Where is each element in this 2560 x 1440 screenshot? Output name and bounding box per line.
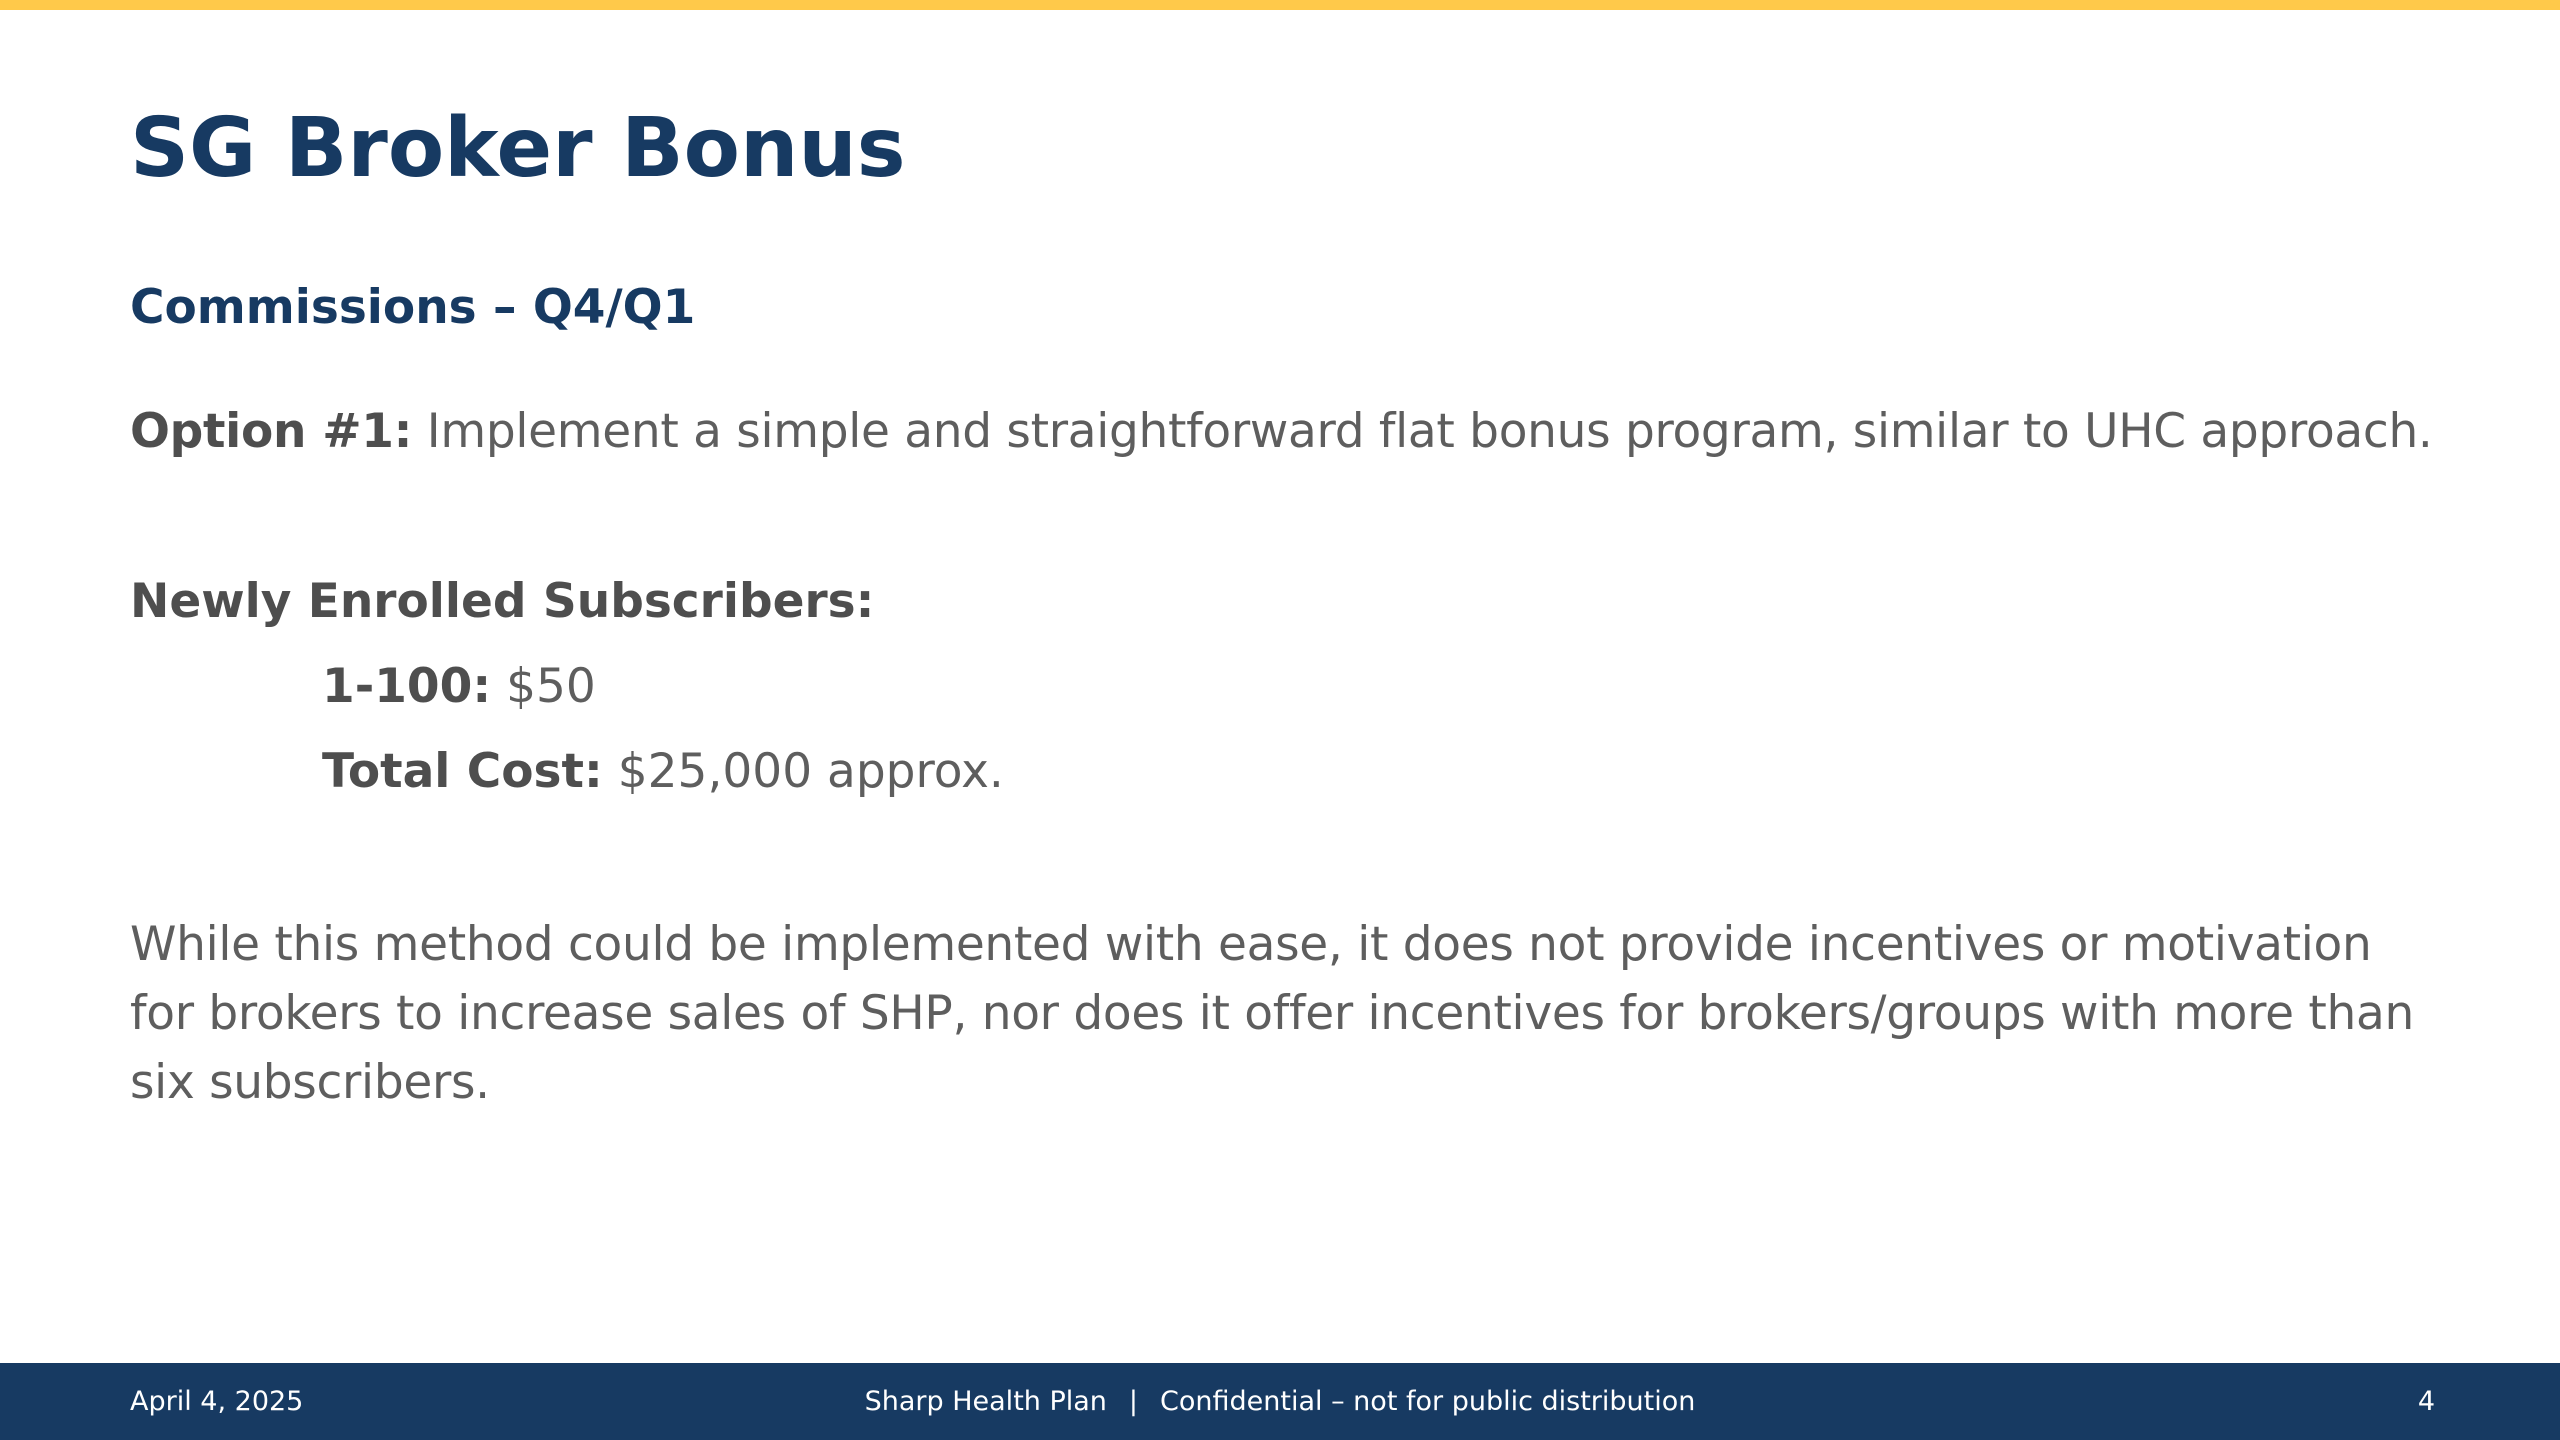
footer-date: April 4, 2025 — [130, 1386, 304, 1417]
footer-center — [0, 1363, 2560, 1440]
total-cost-line — [322, 738, 1004, 806]
option-line — [130, 398, 2433, 466]
total-cost-value: $25,000 approx. — [602, 744, 1004, 799]
tier-value: $50 — [491, 659, 596, 714]
slide-title: SG Broker Bonus — [130, 101, 906, 196]
tier-label: 1-100: — [322, 659, 492, 714]
slide-subtitle: Commissions – Q4/Q1 — [130, 280, 696, 335]
footer-confidential: Confidential – not for public distribution — [1160, 1386, 1696, 1417]
option-label: Option #1: — [130, 404, 413, 459]
page-number: 4 — [2417, 1386, 2435, 1417]
footer-bar — [0, 1363, 2560, 1440]
section-label: Newly Enrolled Subscribers: — [130, 574, 875, 629]
option-text: Implement a simple and straightforward flat bonus program, similar to UHC approach. — [412, 404, 2433, 459]
body-paragraph: While this method could be implemented with ease, it does not provide incentives or motivation for brokers to increase sales of SHP, nor does it offer incentives for brokers/groups with more than six subscribers. — [130, 917, 2414, 1110]
footer-separator: | — [1128, 1386, 1139, 1417]
total-cost-label: Total Cost: — [322, 744, 603, 799]
footer-company: Sharp Health Plan — [864, 1386, 1107, 1417]
top-accent-bar — [0, 0, 2560, 10]
tier-line — [322, 653, 596, 721]
